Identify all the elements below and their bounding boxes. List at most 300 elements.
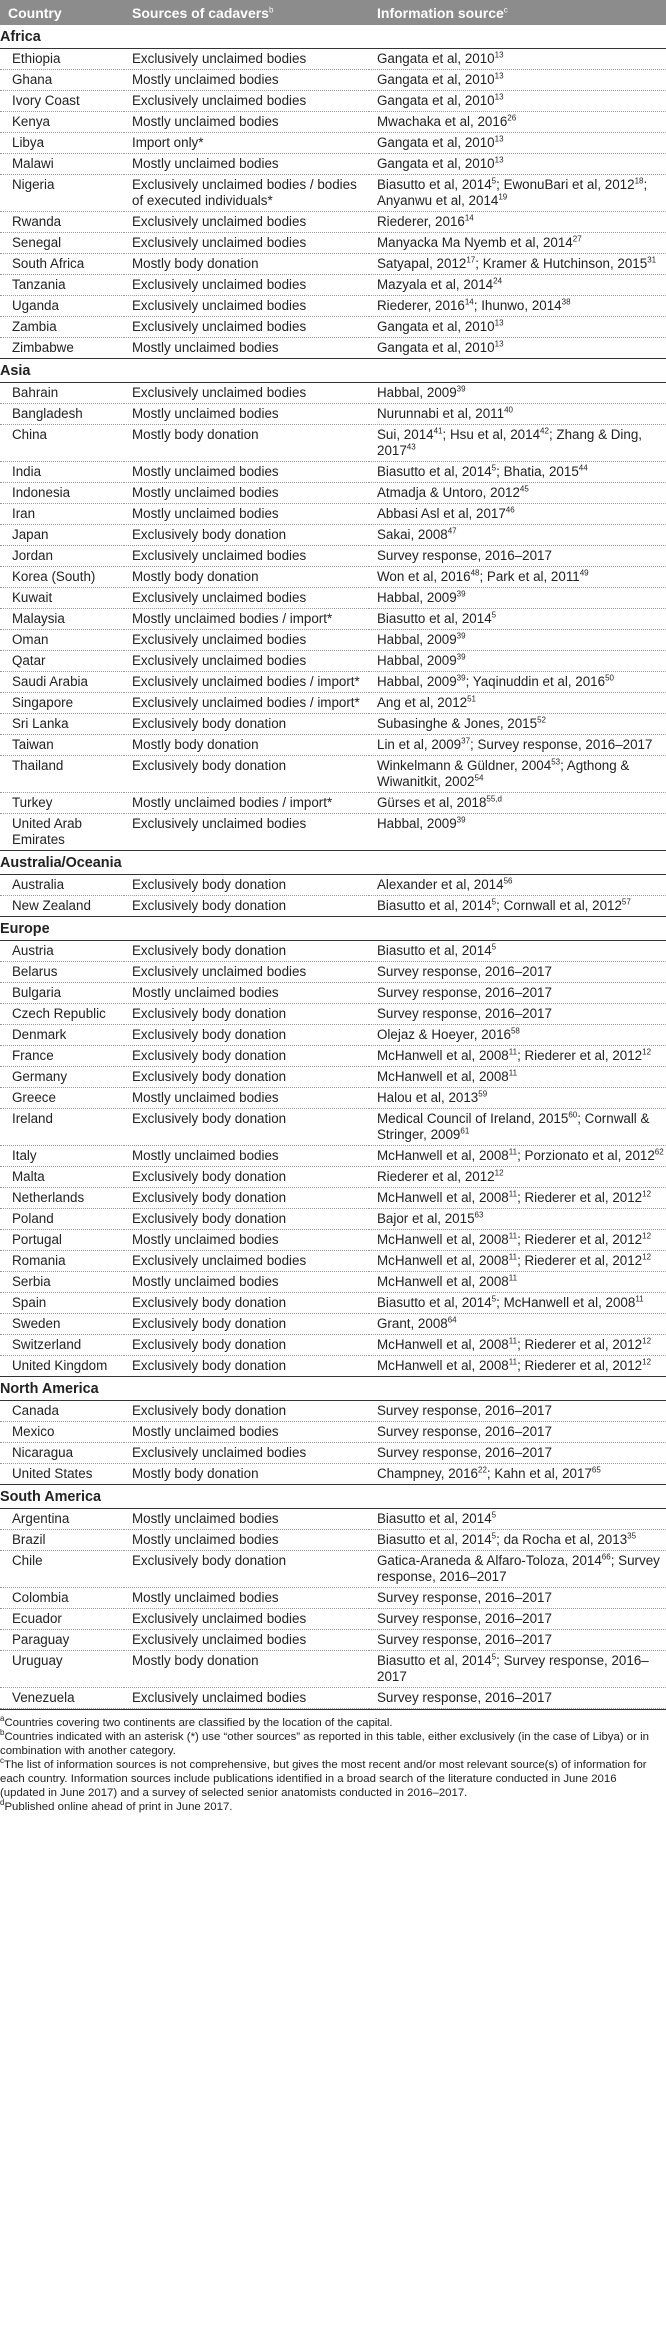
table-row [0,462,666,483]
table-row [0,1443,666,1464]
information-source-cell [369,983,666,1004]
reference-number: 39 [456,384,466,394]
reference-number: 60 [568,1110,578,1120]
source-cell: Mostly unclaimed bodies [124,338,369,359]
reference-text: Kramer & Hutchinson, 2015 [482,256,648,271]
reference-number: 18 [634,176,644,186]
reference-number: 12 [642,1252,652,1262]
reference-text: Riederer et al, 2012 [524,1232,643,1247]
footnote-item [0,1758,662,1800]
country-cell: Bulgaria [0,983,124,1004]
reference-text: Survey response, 2016–2017 [377,1553,660,1584]
table-row [0,1401,666,1422]
country-cell: Singapore [0,693,124,714]
information-source-cell [369,212,666,233]
source-cell: Mostly body donation [124,1651,369,1688]
country-cell: Ghana [0,70,124,91]
reference-number: 43 [406,442,416,452]
country-cell: United States [0,1464,124,1485]
table-row [0,1609,666,1630]
footnote-text: Published online ahead of print in June 2017. [4,1801,233,1813]
table-row [0,1551,666,1588]
reference-number: 54 [474,773,484,783]
footnote-item [0,1716,662,1730]
country-cell: Romania [0,1251,124,1272]
table-row [0,133,666,154]
source-cell: Exclusively body donation [124,1025,369,1046]
reference-number: 42 [540,426,549,436]
source-cell: Exclusively unclaimed bodies [124,814,369,851]
reference-number: 12 [494,1168,504,1178]
country-cell: Ethiopia [0,49,124,70]
reference-text: Medical Council of Ireland, 2015 [377,1111,569,1126]
information-source-cell [369,875,666,896]
country-cell: Ecuador [0,1609,124,1630]
reference-number: 13 [494,155,504,165]
reference-number: 39 [456,673,466,683]
source-cell: Exclusively unclaimed bodies [124,1630,369,1651]
reference-text: Survey response, 2016–2017 [377,548,552,563]
country-cell: Senegal [0,233,124,254]
reference-number: 5 [491,897,497,907]
reference-number: 63 [474,1210,484,1220]
table-row [0,875,666,896]
table-row [0,483,666,504]
country-cell: Jordan [0,546,124,567]
table-row [0,1230,666,1251]
reference-text: Manyacka Ma Nyemb et al, 2014 [377,235,573,250]
reference-number: 61 [460,1126,470,1136]
information-source-cell: Biasutto et al, 2014$^5$; Cornwall et al, 2012$^{57}$ [369,896,666,917]
information-source-cell [369,962,666,983]
reference-number: 37 [461,736,471,746]
source-cell: Exclusively unclaimed bodies [124,630,369,651]
reference-number: 58 [510,1026,520,1036]
country-cell: Denmark [0,1025,124,1046]
reference-text: Gangata et al, 2010 [377,156,495,171]
reference-text: Survey response, 2016–2017 [377,1424,552,1439]
reference-number: 5 [491,463,497,473]
reference-number: 13 [494,134,504,144]
source-cell: Exclusively body donation [124,1188,369,1209]
table-row [0,1272,666,1293]
information-source-cell: McHanwell et al, 2008$^{11}$; Riederer et al, 2012$^{12}$ [369,1046,666,1067]
information-source-cell [369,1588,666,1609]
country-cell: Thailand [0,756,124,793]
information-source-cell [369,70,666,91]
source-cell: Exclusively unclaimed bodies [124,1688,369,1709]
table-row [0,1046,666,1067]
table-row [0,1530,666,1551]
country-cell: France [0,1046,124,1067]
reference-text: Gatica-Araneda & Alfaro-Toloza, 2014 [377,1553,602,1568]
source-cell: Mostly unclaimed bodies [124,1146,369,1167]
reference-number: 55,d [486,794,502,804]
region-name: Asia [0,359,666,383]
country-cell: Brazil [0,1530,124,1551]
country-cell: Libya [0,133,124,154]
information-source-cell: McHanwell et al, 2008$^{11}$; Riederer et al, 2012$^{12}$ [369,1188,666,1209]
source-cell: Exclusively unclaimed bodies [124,1251,369,1272]
country-cell: Greece [0,1088,124,1109]
country-cell: Poland [0,1209,124,1230]
source-cell: Mostly body donation [124,425,369,462]
footnote-text: Countries indicated with an asterisk (*) use “other sources” as reported in this table, either exclusively (in the case of Libya) or in combination with another category. [0,1731,649,1757]
reference-number: 62 [654,1147,664,1157]
country-cell: Turkey [0,793,124,814]
country-cell: Korea (South) [0,567,124,588]
information-source-cell [369,112,666,133]
reference-text: Survey response, 2016–2017 [377,1445,552,1460]
reference-text: Habbal, 2009 [377,590,457,605]
region-header-row [0,1377,666,1401]
table-row [0,1356,666,1377]
table-row [0,425,666,462]
reference-text: Habbal, 2009 [377,653,457,668]
reference-number: 19 [498,192,508,202]
country-cell: New Zealand [0,896,124,917]
source-cell: Exclusively unclaimed bodies [124,383,369,404]
reference-number: 27 [572,234,582,244]
reference-number: 11 [508,1231,518,1241]
reference-number: 13 [494,92,504,102]
reference-number: 11 [508,1357,518,1367]
reference-text: Riederer et al, 2012 [524,1253,643,1268]
reference-text: Survey response, 2016–2017 [377,1611,552,1626]
reference-text: Lin et al, 2009 [377,737,462,752]
source-cell: Exclusively unclaimed bodies [124,49,369,70]
reference-text: Olejaz & Hoeyer, 2016 [377,1027,511,1042]
reference-text: Mwachaka et al, 2016 [377,114,508,129]
reference-number: 12 [642,1231,652,1241]
country-cell: Iran [0,504,124,525]
reference-text: Grant, 2008 [377,1316,448,1331]
reference-number: 40 [504,405,513,415]
country-cell: Tanzania [0,275,124,296]
table-row [0,672,666,693]
reference-number: 17 [466,255,476,265]
information-source-cell [369,504,666,525]
reference-number: 11 [508,1147,518,1157]
table-row [0,175,666,212]
source-cell: Mostly body donation [124,735,369,756]
information-source-cell [369,91,666,112]
table-row [0,693,666,714]
reference-text: Riederer et al, 2012 [524,1190,643,1205]
information-source-cell [369,941,666,962]
table-row [0,233,666,254]
table-row [0,1109,666,1146]
country-cell: United Kingdom [0,1356,124,1377]
table-row [0,504,666,525]
country-cell: Sweden [0,1314,124,1335]
reference-number: 13 [494,50,504,60]
source-cell: Mostly unclaimed bodies [124,404,369,425]
country-cell: Kuwait [0,588,124,609]
source-cell: Exclusively body donation [124,1067,369,1088]
source-cell: Mostly unclaimed bodies [124,112,369,133]
reference-text: Gangata et al, 2010 [377,319,495,334]
country-cell: Oman [0,630,124,651]
country-cell: Bahrain [0,383,124,404]
reference-text: Biasutto et al, 2014 [377,464,492,479]
country-cell: China [0,425,124,462]
reference-text: McHanwell et al, 2008 [377,1048,509,1063]
information-source-cell: Lin et al, 2009$^{37}$; Survey response, 2016–2017 [369,735,666,756]
source-cell: Mostly unclaimed bodies [124,483,369,504]
country-cell: Ivory Coast [0,91,124,112]
reference-text: Gürses et al, 2018 [377,795,487,810]
region-header-row [0,25,666,49]
country-cell: Zambia [0,317,124,338]
information-source-cell [369,317,666,338]
reference-number: 13 [494,318,504,328]
information-source-cell [369,1630,666,1651]
country-cell: Switzerland [0,1335,124,1356]
information-source-cell [369,793,666,814]
reference-number: 5 [491,1510,497,1520]
information-source-cell: Gatica-Araneda & Alfaro-Toloza, 2014$^{66}$; Survey response, 2016–2017 [369,1551,666,1588]
source-cell: Exclusively body donation [124,1167,369,1188]
reference-text: Subasinghe & Jones, 2015 [377,716,538,731]
reference-text: McHanwell et al, 2008 [377,1337,509,1352]
reference-number: 49 [579,568,589,578]
reference-text: Survey response, 2016–2017 [477,737,653,752]
country-cell: Netherlands [0,1188,124,1209]
reference-text: Biasutto et al, 2014 [377,898,492,913]
reference-text: McHanwell et al, 2008 [377,1069,509,1084]
information-source-cell: McHanwell et al, 2008$^{11}$; Porzionato et al, 2012$^{62}$ [369,1146,666,1167]
reference-text: Anyanwu et al, 2014 [377,193,499,208]
information-source-cell [369,714,666,735]
reference-text: McHanwell et al, 2008 [503,1295,636,1310]
information-source-cell [369,1314,666,1335]
country-cell: Malaysia [0,609,124,630]
reference-number: 39 [456,631,466,641]
reference-text: Habbal, 2009 [377,632,457,647]
reference-number: 5 [491,942,497,952]
footnote-mark: a [0,1714,5,1724]
reference-text: Biasutto et al, 2014 [377,1295,492,1310]
reference-number: 11 [635,1294,644,1304]
reference-text: Hsu et al, 2014 [449,427,541,442]
reference-number: 38 [561,297,571,307]
table-row [0,1422,666,1443]
reference-number: 5 [491,176,497,186]
footnote-item [0,1730,662,1758]
reference-number: 5 [491,1294,497,1304]
country-cell: Nicaragua [0,1443,124,1464]
table-row [0,567,666,588]
information-source-cell [369,133,666,154]
table-row [0,1004,666,1025]
source-cell: Mostly unclaimed bodies [124,1530,369,1551]
source-cell: Exclusively unclaimed bodies [124,651,369,672]
source-cell: Exclusively unclaimed bodies [124,296,369,317]
reference-number: 57 [621,897,631,907]
country-cell: Australia [0,875,124,896]
reference-text: Bajor et al, 2015 [377,1211,475,1226]
reference-number: 5 [491,610,497,620]
information-source-cell [369,1209,666,1230]
information-source-cell [369,814,666,851]
table-row [0,1188,666,1209]
table-row [0,756,666,793]
reference-text: Ang et al, 2012 [377,695,468,710]
table-row [0,404,666,425]
reference-text: Survey response, 2016–2017 [377,1690,552,1705]
reference-text: Survey response, 2016–2017 [377,1006,552,1021]
source-cell: Exclusively body donation [124,875,369,896]
country-cell: Argentina [0,1509,124,1530]
information-source-cell [369,233,666,254]
information-source-cell [369,1509,666,1530]
reference-text: Sui, 2014 [377,427,434,442]
region-name: Europe [0,917,666,941]
information-source-cell [369,1688,666,1709]
source-cell: Exclusively body donation [124,1356,369,1377]
information-source-cell [369,546,666,567]
information-source-cell [369,1272,666,1293]
source-cell: Exclusively body donation [124,1551,369,1588]
reference-number: 65 [591,1465,601,1475]
table-row [0,630,666,651]
reference-number: 5 [491,1531,497,1541]
information-source-cell [369,525,666,546]
country-cell: Germany [0,1067,124,1088]
reference-text: Riederer et al, 2012 [377,1169,495,1184]
reference-number: 39 [456,652,466,662]
table-row [0,383,666,404]
reference-text: Winkelmann & Güldner, 2004 [377,758,552,773]
table-row [0,154,666,175]
source-cell: Mostly body donation [124,254,369,275]
reference-text: Survey response, 2016–2017 [377,1403,552,1418]
reference-number: 56 [503,876,513,886]
reference-text: Biasutto et al, 2014 [377,1532,492,1547]
table-row [0,983,666,1004]
table-row [0,609,666,630]
reference-number: 5 [491,1652,497,1662]
information-source-cell [369,1088,666,1109]
reference-number: 48 [470,568,480,578]
reference-number: 41 [433,426,443,436]
country-cell: Belarus [0,962,124,983]
source-cell: Exclusively unclaimed bodies [124,212,369,233]
table-row [0,212,666,233]
country-cell: Portugal [0,1230,124,1251]
reference-text: Zhang & Ding, 2017 [377,427,642,458]
table-row [0,70,666,91]
reference-number: 64 [447,1315,457,1325]
region-name: Australia/Oceania [0,851,666,875]
header-country: Country [0,0,124,25]
reference-number: 66 [601,1552,611,1562]
source-cell: Exclusively body donation [124,1293,369,1314]
information-source-cell [369,338,666,359]
source-cell: Exclusively body donation [124,756,369,793]
table-row [0,1588,666,1609]
source-cell: Exclusively body donation [124,525,369,546]
reference-text: Porzionato et al, 2012 [524,1148,655,1163]
information-source-cell: Biasutto et al, 2014$^5$; McHanwell et al, 2008$^{11}$ [369,1293,666,1314]
reference-number: 59 [478,1089,488,1099]
table-row [0,525,666,546]
footnote-mark: b [0,1728,5,1738]
information-source-cell: Biasutto et al, 2014$^5$; EwonuBari et al, 2012$^{18}$; Anyanwu et al, 2014$^{19}$ [369,175,666,212]
reference-text: Cornwall et al, 2012 [503,898,622,913]
table-row [0,91,666,112]
table-row [0,1025,666,1046]
country-cell: Indonesia [0,483,124,504]
country-cell: Uganda [0,296,124,317]
table-row [0,1209,666,1230]
reference-text: Riederer et al, 2012 [524,1358,643,1373]
table-row [0,814,666,851]
table-row [0,651,666,672]
information-source-cell: McHanwell et al, 2008$^{11}$; Riederer et al, 2012$^{12}$ [369,1230,666,1251]
information-source-cell: Sui, 2014$^{41}$; Hsu et al, 2014$^{42}$; Zhang & Ding, 2017$^{43}$ [369,425,666,462]
source-cell: Exclusively unclaimed bodies / import* [124,672,369,693]
source-cell: Exclusively unclaimed bodies [124,546,369,567]
source-cell: Exclusively unclaimed bodies [124,233,369,254]
table-row [0,1630,666,1651]
country-cell: Colombia [0,1588,124,1609]
information-source-cell [369,1609,666,1630]
information-source-cell: Biasutto et al, 2014$^5$; da Rocha et al, 2013$^{35}$ [369,1530,666,1551]
information-source-cell: McHanwell et al, 2008$^{11}$; Riederer et al, 2012$^{12}$ [369,1251,666,1272]
table-header [0,0,666,25]
source-cell: Mostly unclaimed bodies [124,983,369,1004]
reference-number: 11 [508,1252,518,1262]
reference-text: Yaqinuddin et al, 2016 [472,674,606,689]
reference-text: Sakai, 2008 [377,527,448,542]
reference-number: 45 [519,484,529,494]
table-row [0,296,666,317]
reference-number: 11 [508,1189,518,1199]
table-row [0,1651,666,1688]
region-header-row [0,359,666,383]
table-body [0,25,666,1709]
source-cell: Mostly unclaimed bodies [124,1588,369,1609]
information-source-cell [369,1004,666,1025]
information-source-cell: McHanwell et al, 2008$^{11}$; Riederer et al, 2012$^{12}$ [369,1335,666,1356]
reference-text: Biasutto et al, 2014 [377,177,492,192]
reference-number: 11 [508,1068,518,1078]
country-cell: Uruguay [0,1651,124,1688]
footnote-mark: c [0,1756,4,1766]
source-cell: Mostly unclaimed bodies [124,1422,369,1443]
reference-number: 12 [642,1047,652,1057]
table-row [0,1688,666,1709]
reference-number: 51 [467,694,476,704]
country-cell: Austria [0,941,124,962]
source-cell: Mostly unclaimed bodies [124,504,369,525]
information-source-cell [369,1443,666,1464]
source-cell: Exclusively unclaimed bodies [124,317,369,338]
footnote-mark: d [0,1798,5,1808]
region-header-row [0,1485,666,1509]
reference-text: Biasutto et al, 2014 [377,1653,492,1668]
reference-text: Gangata et al, 2010 [377,93,495,108]
region-name: Africa [0,25,666,49]
information-source-cell [369,651,666,672]
information-source-cell [369,1067,666,1088]
country-cell: Spain [0,1293,124,1314]
table-row [0,254,666,275]
source-cell: Exclusively body donation [124,941,369,962]
reference-number: 44 [578,463,588,473]
